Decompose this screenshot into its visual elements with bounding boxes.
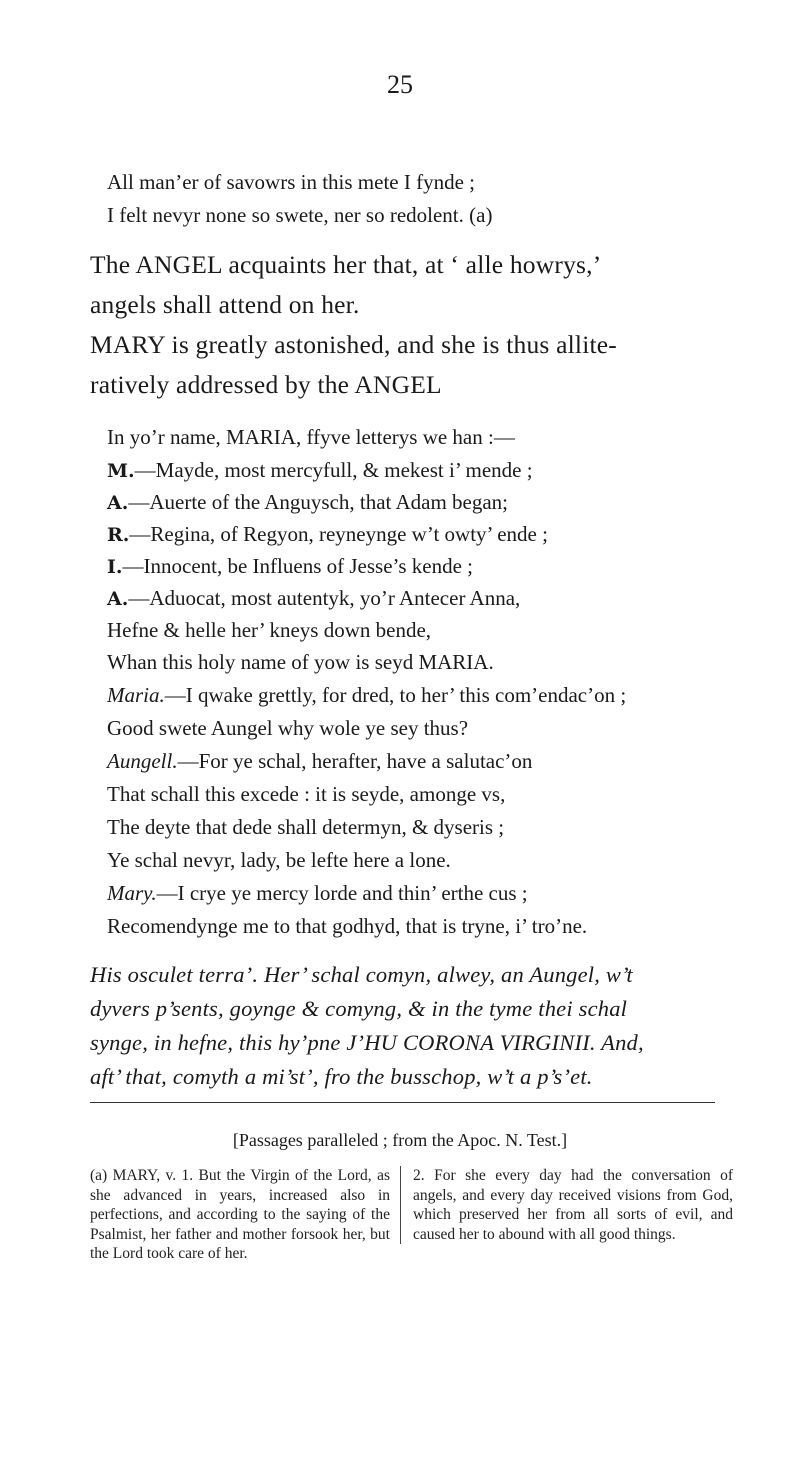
footnote-left: (a) MARY, v. 1. But the Virgin of the Lord, as she advanced in years, increased also in perfections, and according to the saying of the Psalmist, her father and mother forsook her, but the Lord took care of her. [90,1167,390,1263]
acrostic-tail-2: Whan this holy name of yow is seyd MARIA. [107,650,494,674]
dialogue-text: —I qwake grettly, for dred, to her’ this com’endac’on ; [164,683,627,707]
acrostic-text: —Regina, of Regyon, reyneynge w’t owty’ ende ; [129,522,548,546]
acrostic-letter: I. [107,556,123,578]
acrostic-text: —Auerte of the Anguysch, that Adam began; [128,490,509,514]
acrostic-text: —Innocent, be Influens of Jesse’s kende ; [122,554,474,578]
acrostic-letter: A. [107,492,129,514]
acrostic-text: —Mayde, most mercyfull, & mekest i’ mende ; [134,458,533,482]
acrostic-line-a2 [107,586,520,611]
stage-direction-line-2: dyvers p’sents, goynge & comyng, & in the tyme thei schal [90,996,628,1021]
dialogue-text: —For ye schal, herafter, have a salutac’on [177,749,533,773]
acrostic-tail-1: Hefne & helle her’ kneys down bende, [107,618,432,642]
dialogue-text: —I crye ye mercy lorde and thin’ erthe cus ; [156,881,528,905]
dialogue-line-5: The deyte that dede shall determyn, & dyseris ; [107,815,505,839]
stage-direction-line-3: synge, in hefne, this hy’pne J’HU CORONA VIRGINII. And, [90,1030,644,1055]
page-number: 25 [387,70,413,99]
acrostic-line-m [107,458,533,483]
speaker-name: Mary. [107,881,157,905]
narration-line-1: The ANGEL acquaints her that, at ‘ alle howrys,’ [90,250,602,279]
acrostic-letter: A. [107,588,129,610]
narration-line-4: ratively addressed by the ANGEL [90,370,442,399]
narration-line-2: angels shall attend on her. [90,290,360,319]
divider-rule [90,1102,715,1103]
opening-verse-line-2: I felt nevyr none so swete, ner so redolent. (a) [107,203,493,227]
dialogue-line-3 [107,749,532,774]
dialogue-line-6: Ye schal nevyr, lady, be lefte here a lone. [107,848,451,872]
acrostic-line-i [107,554,473,579]
opening-verse-line-1: All man’er of savowrs in this mete I fynde ; [107,170,475,194]
speaker-name: Aungell. [107,749,178,773]
passages-caption: [Passages paralleled ; from the Apoc. N. Test.] [232,1130,568,1150]
acrostic-line-a [107,490,508,515]
dialogue-line-4: That schall this excede : it is seyde, amonge vs, [107,782,506,806]
stage-direction-line-1: His osculet terra’. Her’ schal comyn, alwey, an Aungel, w’t [90,962,633,987]
speaker-name: Maria. [107,683,165,707]
acrostic-line-r [107,522,548,547]
acrostic-text: —Aduocat, most autentyk, yo’r Antecer Anna, [128,586,521,610]
footnote-right: 2. For she every day had the conversation of angels, and every day received visions from God, which preserved her from all sorts of evil, and caused her to abound with all good things. [400,1166,733,1244]
acrostic-letter: M. [107,460,135,482]
acrostic-intro: In yo’r name, MARIA, ffyve letterys we han :— [107,425,515,449]
dialogue-line-8: Recomendynge me to that godhyd, that is tryne, i’ tro’ne. [107,914,588,938]
narration-line-3: MARY is greatly astonished, and she is thus allite- [90,330,617,359]
stage-direction-line-4: aft’ that, comyth a mi’st’, fro the busschop, w’t a p’s’et. [90,1064,593,1089]
dialogue-line-7 [107,881,528,906]
dialogue-line-1 [107,683,626,708]
acrostic-letter: R. [107,524,130,546]
dialogue-line-2: Good swete Aungel why wole ye sey thus? [107,716,469,740]
